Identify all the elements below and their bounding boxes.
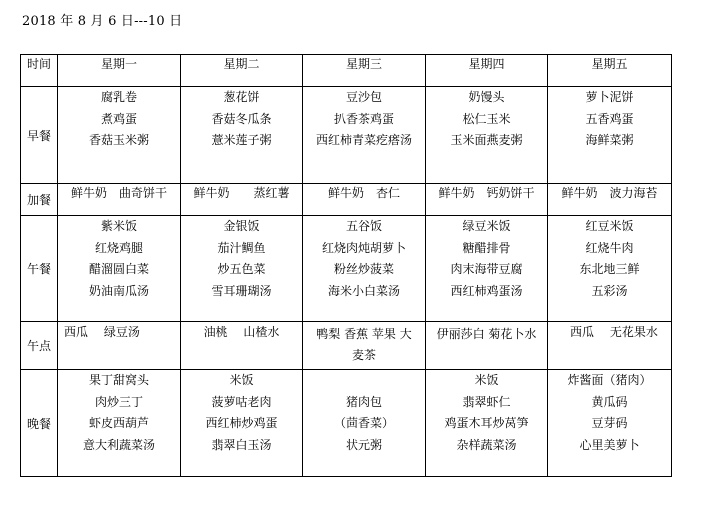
menu-item: 雪耳珊瑚汤 [211,283,272,298]
breakfast-friday [548,87,672,184]
lunch-label: 午餐 [21,216,58,322]
snack-row [21,184,672,216]
menu-item: 果丁甜窝头 [88,373,149,387]
snack-thursday: 鲜牛奶 钙奶饼干 [426,184,548,216]
menu-item: 玉米面燕麦粥 [450,133,523,147]
menu-item: 松仁玉米 [462,111,511,126]
breakfast-tuesday [181,87,303,184]
menu-item: 鸡蛋木耳炒莴笋 [444,416,529,430]
menu-item: 五彩汤 [591,283,628,298]
menu-item: 豆芽码 [591,416,628,430]
menu-item: 紫米饭 [100,219,137,233]
menu-item: 炸酱面（猪肉） [567,373,652,387]
breakfast-thursday [426,87,548,184]
dinner-thursday [426,370,548,477]
dinner-wednesday [303,370,426,477]
menu-item: 金银饭 [223,219,260,233]
menu-item: 海鲜菜粥 [585,133,634,147]
dinner-monday [58,370,181,477]
menu-item: 绿豆米饭 [462,219,511,233]
menu-item: 状元粥 [345,437,382,452]
menu-item: 香菇玉米粥 [88,133,149,147]
menu-item: 豆沙包 [345,90,382,104]
afternoon-snack-label: 午点 [21,322,58,370]
menu-item: 红烧鸡腿 [94,240,143,255]
menu-item: 米饭 [229,373,254,387]
menu-item: （茴香菜） [333,416,394,430]
menu-item: 东北地三鲜 [579,262,640,276]
menu-item: 糖醋排骨 [462,240,511,255]
menu-item: 红豆米饭 [585,219,634,233]
menu-item: 米饭 [474,373,499,387]
menu-item: 猪肉包 [345,394,382,409]
menu-item: 海米小白菜汤 [327,283,400,298]
menu-item: 香菇冬瓜条 [211,111,272,126]
dinner-tuesday [181,370,303,477]
lunch-friday [548,216,672,322]
breakfast-row [21,87,672,184]
breakfast-label: 早餐 [21,87,58,184]
menu-item [303,370,425,392]
lunch-thursday [426,216,548,322]
afternoon-monday: 西瓜 绿豆汤 [58,322,181,370]
dinner-label: 晚餐 [21,370,58,477]
dinner-friday [548,370,672,477]
snack-monday: 鲜牛奶 曲奇饼干 [58,184,181,216]
afternoon-tuesday: 油桃 山楂水 [181,322,303,370]
header-monday: 星期一 [58,55,181,87]
menu-item: 五香鸡蛋 [585,111,634,126]
breakfast-monday [58,87,181,184]
menu-date-title: 2018 年 8 月 6 日---10 日 [22,14,183,29]
dinner-row [21,370,672,477]
afternoon-snack-row [21,322,672,370]
header-row [21,55,672,87]
menu-item: 煮鸡蛋 [100,111,137,126]
menu-item: 扒香茶鸡蛋 [333,111,394,126]
snack-wednesday: 鲜牛奶 杏仁 [303,184,426,216]
menu-item: 黄瓜码 [591,394,628,409]
breakfast-wednesday [303,87,426,184]
header-tuesday: 星期二 [181,55,303,87]
menu-item: 肉末海带豆腐 [450,262,523,276]
menu-item: 五谷饭 [345,219,382,233]
menu-item: 红烧牛肉 [585,240,634,255]
lunch-row [21,216,672,322]
menu-item: 红烧肉炖胡萝卜 [321,240,406,255]
snack-label: 加餐 [21,184,58,216]
menu-item: 炒五色菜 [217,262,266,276]
menu-item: 腐乳卷 [100,90,137,104]
afternoon-thursday: 伊丽莎白 菊花卜水 [426,322,548,370]
lunch-tuesday [181,216,303,322]
header-friday: 星期五 [548,55,672,87]
lunch-monday [58,216,181,322]
menu-item: 翡翠白玉汤 [211,437,272,452]
menu-item: 薏米莲子粥 [211,133,272,147]
menu-item: 意大利蔬菜汤 [82,437,155,452]
header-thursday: 星期四 [426,55,548,87]
menu-item: 西红柿鸡蛋汤 [450,283,523,298]
menu-item: 杂样蔬菜汤 [456,437,517,452]
menu-item: 肉炒三丁 [94,394,143,409]
menu-item: 翡翠虾仁 [462,394,511,409]
menu-item: 醋溜圆白菜 [88,262,149,276]
menu-item: 萝卜泥饼 [585,90,634,104]
weekly-menu-table [20,54,672,477]
snack-friday: 鲜牛奶 波力海苔 [548,184,672,216]
menu-item: 西红柿炒鸡蛋 [205,416,278,430]
snack-tuesday: 鲜牛奶 蒸红薯 [181,184,303,216]
menu-item: 奶馒头 [468,90,505,104]
afternoon-friday: 西瓜 无花果水 [548,322,672,370]
header-wednesday: 星期三 [303,55,426,87]
menu-item: 葱花饼 [223,90,260,104]
menu-item: 菠萝咕老肉 [211,394,272,409]
menu-item: 虾皮西葫芦 [88,416,149,430]
menu-item: 奶油南瓜汤 [88,283,149,298]
header-time: 时间 [21,55,58,87]
menu-item: 茄汁鲷鱼 [217,240,266,255]
afternoon-wednesday: 鸭梨 香蕉 苹果 大麦茶 [303,322,426,370]
menu-item: 心里美萝卜 [579,437,640,452]
menu-item: 粉丝炒菠菜 [333,262,394,276]
lunch-wednesday [303,216,426,322]
menu-item: 西红柿青菜疙瘩汤 [315,133,412,147]
